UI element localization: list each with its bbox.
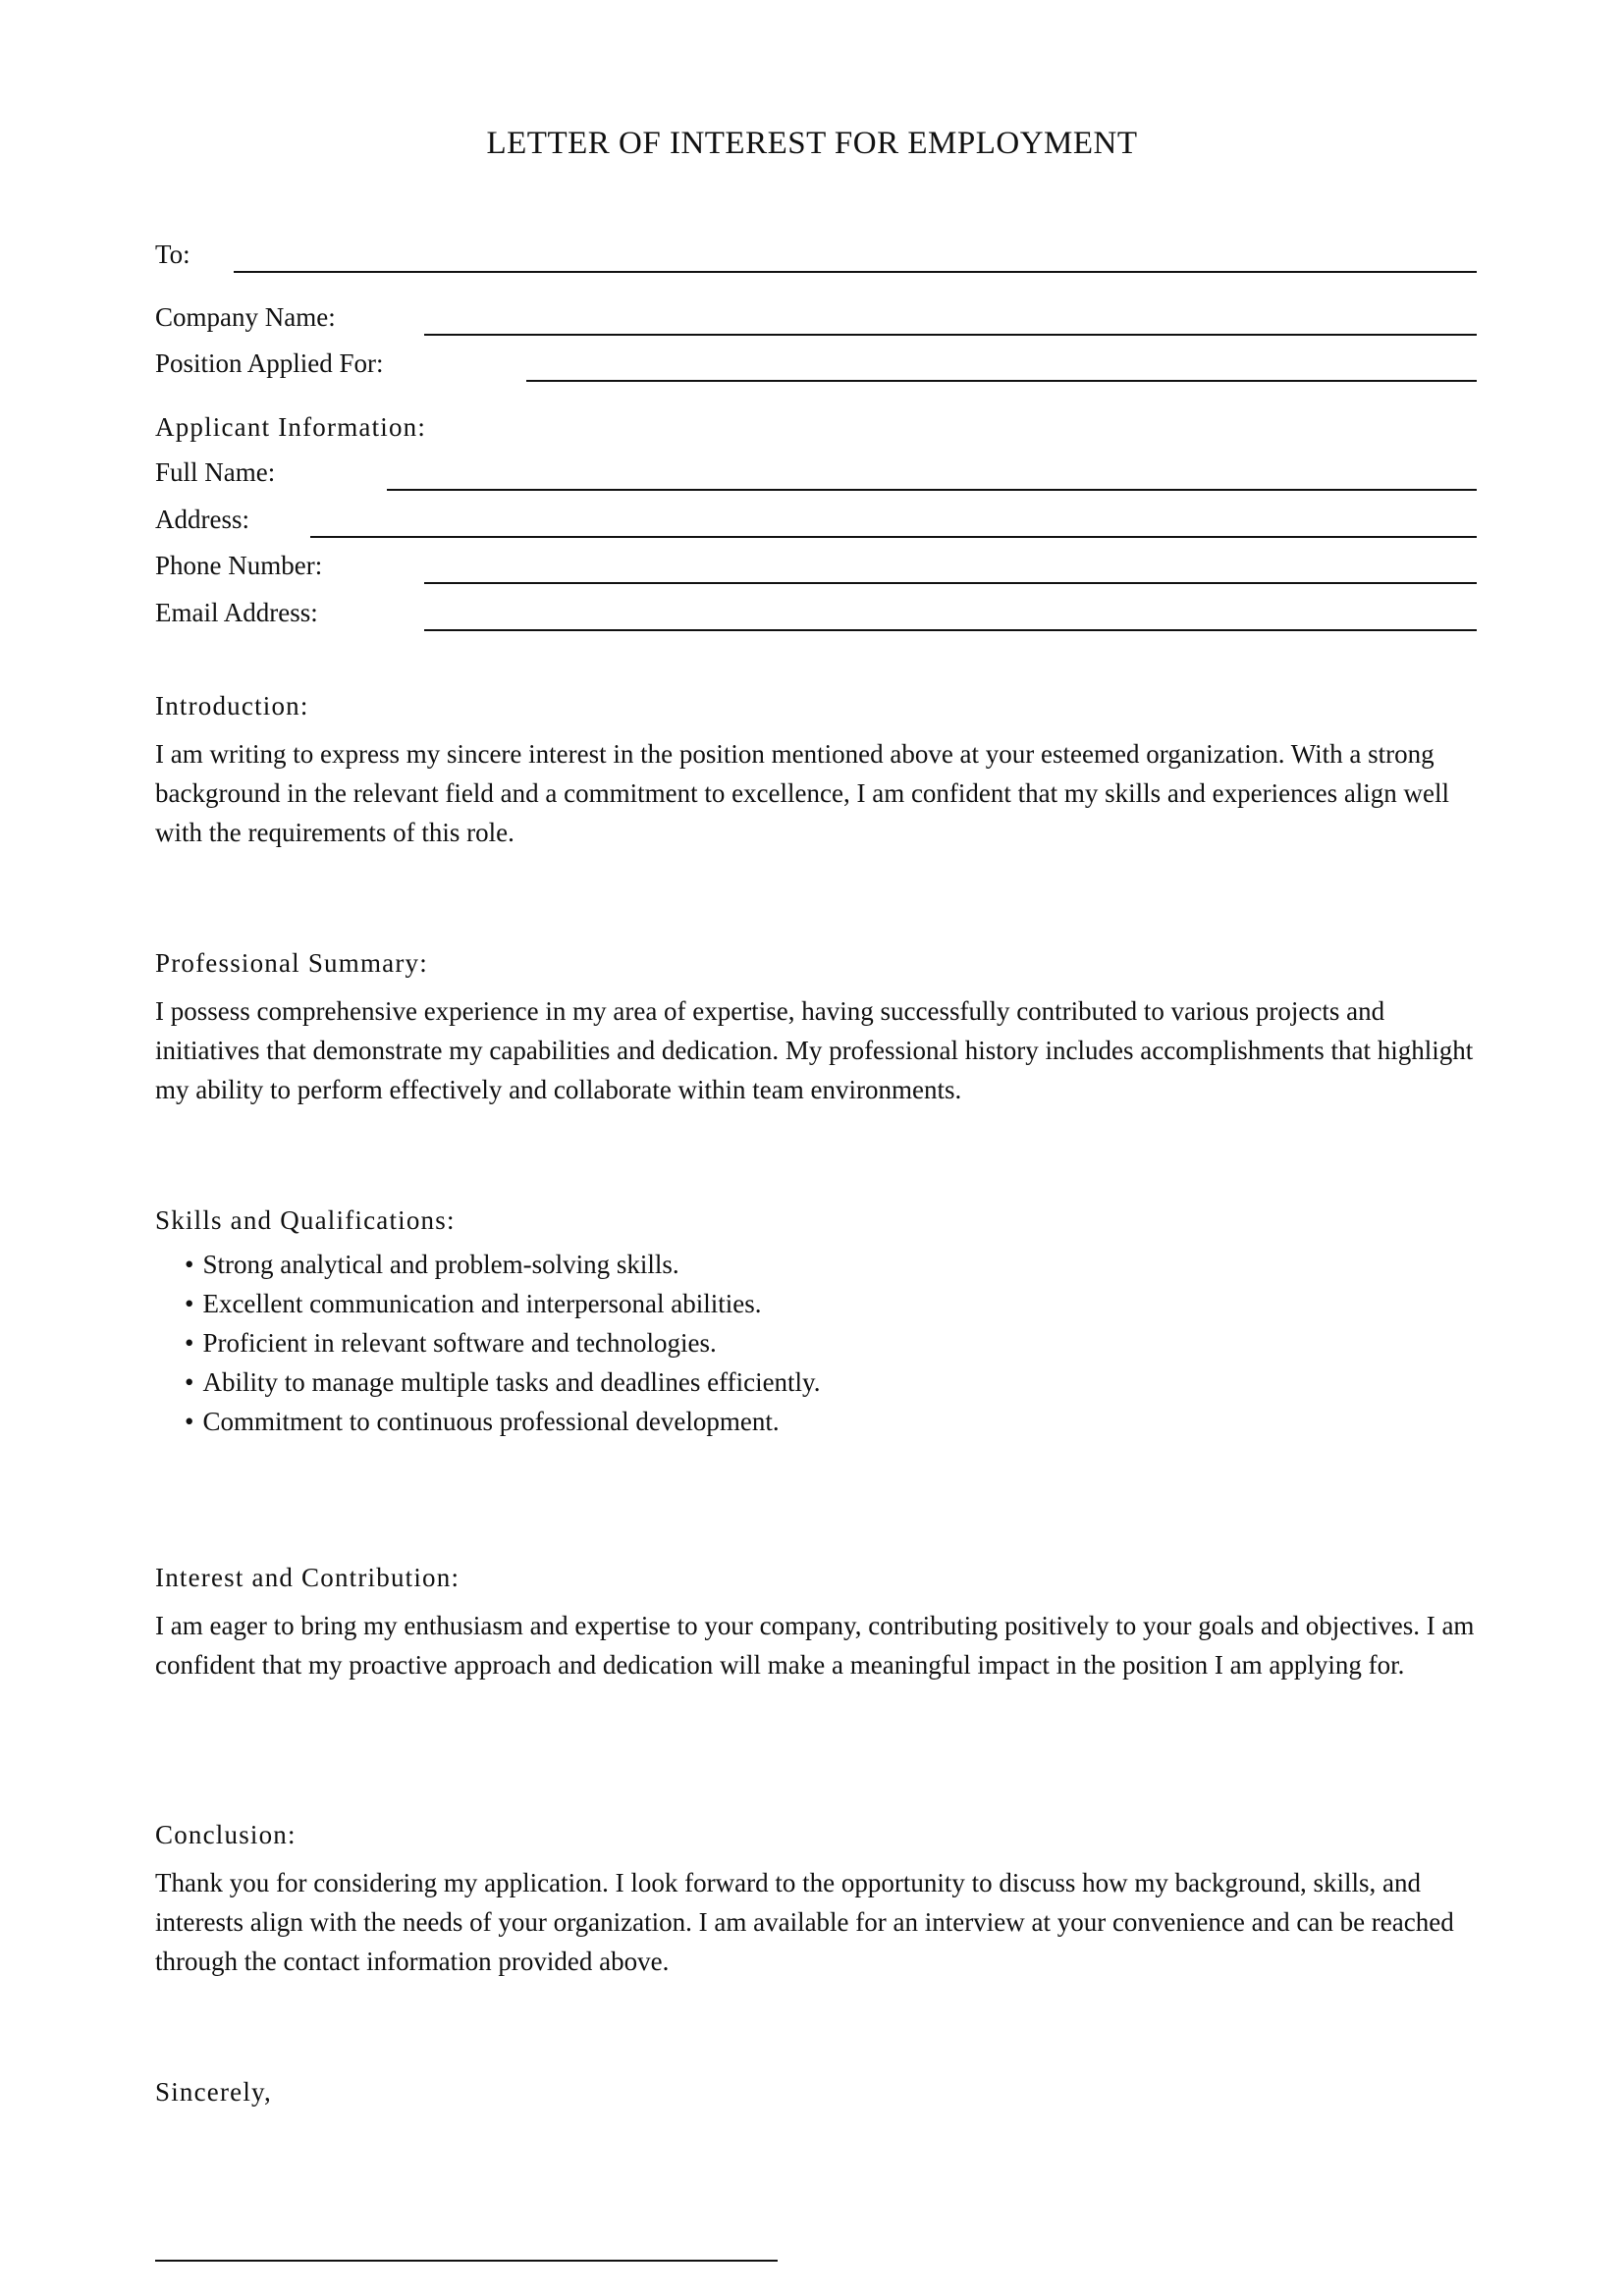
company-name-field[interactable] xyxy=(155,294,1477,342)
skills-heading: Skills and Qualifications: xyxy=(155,1205,456,1235)
skills-list xyxy=(185,1245,821,1441)
to-field[interactable] xyxy=(155,232,1477,279)
introduction-heading: Introduction: xyxy=(155,691,309,721)
full-name-label: Full Name: xyxy=(155,457,276,487)
full-name-field[interactable] xyxy=(155,450,1477,497)
address-blank-line[interactable] xyxy=(310,536,1477,538)
email-address-field[interactable] xyxy=(155,590,1477,637)
position-applied-label: Position Applied For: xyxy=(155,348,384,378)
skill-item: • Proficient in relevant software and technologies. xyxy=(185,1323,821,1362)
address-field[interactable] xyxy=(155,497,1477,544)
phone-number-field[interactable] xyxy=(155,543,1477,590)
professional-summary-paragraph: I possess comprehensive experience in my area of expertise, having successfully contributed to various projects and initiatives that demonstrate my capabilities and dedication. My professional history includes accomplishments that highlight my ability to perform effectively and collaborate within team environments. xyxy=(155,996,1474,1104)
signature-line[interactable] xyxy=(155,2260,778,2262)
phone-number-blank-line[interactable] xyxy=(424,582,1477,584)
skill-item: • Excellent communication and interpersonal abilities. xyxy=(185,1284,821,1323)
professional-summary-heading: Professional Summary: xyxy=(155,948,428,978)
phone-number-label: Phone Number: xyxy=(155,551,323,580)
document-title: LETTER OF INTEREST FOR EMPLOYMENT xyxy=(486,126,1138,161)
introduction-paragraph: I am writing to express my sincere interest in the position mentioned above at your esteemed organization. With a strong background in the relevant field and a commitment to excellence, I am confident that my skills and experiences align well with the requirements of this role. xyxy=(155,739,1450,847)
position-applied-field[interactable] xyxy=(155,341,1477,388)
to-label: To: xyxy=(155,240,190,269)
email-address-label: Email Address: xyxy=(155,598,318,627)
to-blank-line[interactable] xyxy=(234,271,1477,273)
interest-contribution-paragraph: I am eager to bring my enthusiasm and expertise to your company, contributing positively to your goals and objectives. I am confident that my proactive approach and dedication will make a meaningful impact in the position I am applying for. xyxy=(155,1611,1475,1680)
email-address-blank-line[interactable] xyxy=(424,629,1477,631)
closing-sincerely: Sincerely, xyxy=(155,2077,272,2107)
skill-item: • Ability to manage multiple tasks and deadlines efficiently. xyxy=(185,1362,821,1402)
address-label: Address: xyxy=(155,505,249,534)
conclusion-heading: Conclusion: xyxy=(155,1820,297,1849)
position-applied-blank-line[interactable] xyxy=(526,380,1477,382)
interest-contribution-heading: Interest and Contribution: xyxy=(155,1563,460,1592)
company-name-label: Company Name: xyxy=(155,302,336,332)
company-name-blank-line[interactable] xyxy=(424,334,1477,336)
full-name-blank-line[interactable] xyxy=(387,489,1477,491)
skill-item: • Strong analytical and problem-solving skills. xyxy=(185,1245,821,1284)
skill-item: • Commitment to continuous professional development. xyxy=(185,1402,821,1441)
applicant-info-heading: Applicant Information: xyxy=(155,412,427,442)
conclusion-paragraph: Thank you for considering my application. I look forward to the opportunity to discuss how my background, skills, and interests align with the needs of your organization. I am available for an interview at your convenience and can be reached through the contact information provided above. xyxy=(155,1868,1454,1976)
